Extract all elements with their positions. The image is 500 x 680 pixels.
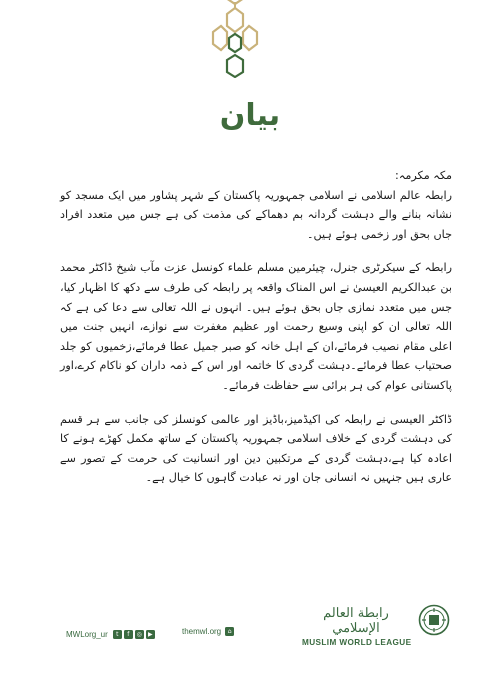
facebook-icon[interactable]: f [124, 630, 133, 639]
website-link[interactable] [182, 627, 234, 636]
dateline: مکہ مکرمہ: [395, 169, 452, 182]
logo-arabic-text: رابطة العالم الإسلامي [323, 606, 389, 636]
twitter-icon[interactable]: t [113, 630, 122, 639]
paragraph-3: ڈاکٹر العیسی نے رابطہ کی اکیڈمیز،باڈیز اور عالمی کونسلز کی جانب سے ہر قسم کی دہشت گردی کے خلاف اسلامی جمہوریہ پاکستان کے ساتھ مکمل کھڑے ہونے کا اعادہ کیا ہے،دہشت گردی کے مرتکبین دین اور انسانیت کی حرمت کے تصور سے عاری ہیں جنہیں نہ انسانی جان اور نہ عبادت گاہوں کا خیال ہے۔ [60, 412, 452, 485]
paragraph-2: رابطہ کے سیکرٹری جنرل، چیئرمین مسلم علماء کونسل عزت مآب شیخ ڈاکٹر محمد بن عبدالکریم العیسیٰ نے اس المناک واقعہ پر رابطہ کی طرف سے دکھ کا اظہار کیا، جس میں متعدد نمازی جاں بحق ہوئے ہیں۔ انہوں نے اللہ تعالی سے دعا کی ہے کہ اللہ تعالی ان کو اپنی وسیع رحمت اور عظیم مغفرت سے نوازے، انہیں جنت میں اعلی مقام نصیب فرمائے،ان کے اہل خانہ کو صبر جمیل عطا فرمائے،زخمیوں کو جلد صحتیاب عطا فرمائے۔دہشت گردی کا خاتمہ اور اس کے ذمہ داران کو ناکام کرے،اور پاکستانی عوام کی ہر برائی سے حفاظت فرمائے۔ [60, 261, 452, 392]
statement-body [60, 166, 452, 502]
instagram-icon[interactable]: ◎ [136, 630, 142, 638]
social-icons [113, 630, 155, 639]
mwl-emblem-icon [418, 604, 450, 636]
paragraph-1: رابطہ عالم اسلامی نے اسلامی جمہوریہ پاکستان کے شہر پشاور میں ایک مسجد کو نشانہ بنانے والے دہشت گردانہ بم دھماکے کی مذمت کی ہے جس میں متعدد افراد جاں بحق اور زخمی ہوئے ہیں۔ [60, 188, 452, 241]
logo-english-text: MUSLIM WORLD LEAGUE [302, 638, 412, 647]
youtube-icon[interactable]: ▶ [146, 630, 155, 639]
page-title: بیان [219, 98, 281, 133]
geometric-ornament-icon [205, 0, 265, 78]
social-footer [66, 627, 155, 641]
mwl-logo [302, 604, 452, 652]
home-icon: ⌂ [225, 627, 234, 636]
website-url[interactable]: themwl.org [182, 627, 222, 636]
social-handle[interactable]: MWLorg_ur [66, 629, 108, 639]
